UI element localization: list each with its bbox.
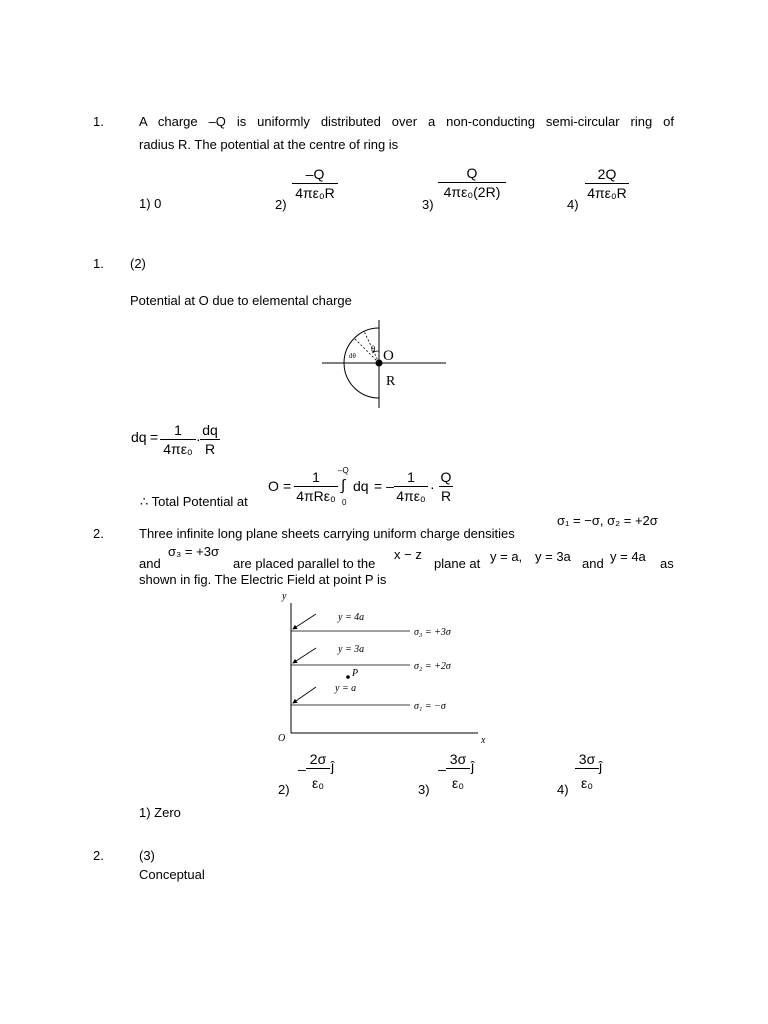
solution-text: Potential at O due to elemental charge (130, 293, 352, 308)
fraction-numerator: 2σ (309, 751, 327, 767)
option-1: 1) Zero (139, 805, 181, 820)
semicircle-ring-figure (320, 318, 450, 413)
fraction-denominator: 4πε₀R (295, 185, 335, 201)
question-text: plane at (434, 556, 481, 571)
fraction-numerator: Q (440, 469, 452, 485)
plane-position: y = 4a (610, 549, 646, 564)
fraction-numerator: 3σ (449, 751, 467, 767)
plane-position: y = a, (490, 549, 523, 564)
question-text: are placed parallel to the (233, 556, 376, 571)
answer-key: (3) (139, 848, 155, 863)
arrow (293, 614, 316, 629)
fraction-numerator: 2Q (597, 166, 617, 182)
multiply-dot: · (196, 431, 201, 447)
question-text-line: Three infinite long plane sheets carrying uniform charge densities (139, 526, 515, 541)
answer-key: (2) (130, 256, 146, 271)
charge-density-3: σ₃ = +3σ (168, 544, 219, 559)
option-4-fraction (585, 165, 629, 202)
minus-sign: – (298, 761, 306, 777)
multiply-dot: · (430, 479, 435, 495)
sheet-density-label: σ₁ = −σ (414, 701, 446, 712)
sheet-position-label: y = 4a (338, 612, 365, 623)
equation-fraction (439, 468, 453, 505)
fraction-denominator: 4πRε₀ (296, 488, 336, 504)
plane-sheets-figure (270, 590, 500, 750)
fraction-denominator: R (440, 488, 452, 504)
option-2-fraction (292, 165, 338, 202)
question-number: 1. (93, 114, 104, 129)
sheet-density-label: σ₃ = +3σ (414, 627, 451, 638)
option-4-label: 4) (557, 782, 569, 797)
center-point (376, 360, 383, 367)
fraction-denominator: ε₀ (311, 775, 325, 791)
answer-number: 1. (93, 256, 104, 271)
fraction-numerator: 1 (407, 469, 415, 485)
option-3-label: 3) (418, 782, 430, 797)
sheet-position-label: y = a (335, 683, 357, 694)
origin-label: O (278, 733, 286, 744)
unit-vector-j: ĵ (331, 758, 335, 774)
dtheta-label: dθ (349, 352, 356, 360)
question-text: and (139, 556, 161, 571)
fraction-numerator: Q (466, 165, 478, 181)
answer-number: 2. (93, 848, 104, 863)
option-2-label: 2) (278, 782, 290, 797)
equals-sign: = (283, 478, 292, 494)
unit-vector-j: ĵ (471, 758, 475, 774)
question-text-line: A charge –Q is uniformly distributed over a non-conducting semi-circular ring of (139, 114, 674, 129)
fraction-numerator: 1 (174, 422, 182, 438)
radius-label: R (386, 374, 396, 389)
equation-fraction (160, 421, 196, 458)
plane-expression: x − z (394, 547, 422, 562)
equation-lhs: O (268, 478, 279, 494)
integral-sign: ∫ (341, 477, 346, 494)
fraction-denominator: 4πε₀ (163, 441, 193, 457)
option-3-fraction (446, 750, 470, 792)
question-text-line: shown in fig. The Electric Field at point P is (139, 572, 387, 587)
fraction-numerator: 1 (312, 469, 320, 485)
option-2-fraction (306, 750, 330, 792)
integral-upper-limit: –Q (338, 466, 349, 475)
center-label: O (383, 348, 394, 364)
unit-vector-j: ĵ (599, 758, 603, 774)
option-2-label: 2) (275, 197, 287, 212)
option-4-fraction (575, 750, 599, 792)
theta-label: θ (371, 344, 376, 354)
fraction-denominator: ε₀ (451, 775, 465, 791)
fraction-denominator: 4πε₀R (587, 185, 627, 201)
therefore-text: ∴ Total Potential at (140, 494, 248, 509)
fraction-numerator: dq (202, 422, 218, 438)
question-text: as (660, 556, 674, 571)
integrand: dq (353, 478, 369, 494)
plane-position: y = 3a (535, 549, 571, 564)
fraction-numerator: 3σ (578, 751, 596, 767)
point-p-label: P (352, 668, 359, 679)
sheet-density-label: σ₂ = +2σ (414, 661, 451, 672)
equals-minus: = – (374, 478, 394, 494)
option-3-fraction (438, 164, 506, 201)
sheet-position-label: y = 3a (338, 644, 365, 655)
question-text: and (582, 556, 604, 571)
equals-sign: = (150, 429, 159, 445)
arrow (293, 687, 316, 703)
arrow (293, 648, 316, 663)
x-axis-label: x (481, 735, 486, 746)
equation-fraction (200, 421, 220, 458)
integral-lower-limit: 0 (342, 498, 347, 507)
equation-lhs: dq (131, 429, 147, 445)
question-text-line: radius R. The potential at the centre of ring is (139, 137, 399, 152)
equation-fraction (294, 468, 338, 505)
fraction-numerator: –Q (305, 166, 325, 182)
fraction-denominator: ε₀ (580, 775, 594, 791)
option-3-label: 3) (422, 197, 434, 212)
equation-fraction (394, 468, 428, 505)
charge-densities: σ₁ = −σ, σ₂ = +2σ (557, 513, 658, 528)
option-4-label: 4) (567, 197, 579, 212)
y-axis-label: y (282, 591, 287, 602)
solution-text: Conceptual (139, 867, 205, 882)
fraction-denominator: R (204, 441, 216, 457)
fraction-denominator: 4πε₀(2R) (443, 184, 501, 200)
minus-sign: – (438, 761, 446, 777)
option-1: 1) 0 (139, 196, 162, 211)
question-number: 2. (93, 526, 104, 541)
fraction-denominator: 4πε₀ (396, 488, 426, 504)
point-p-marker (346, 675, 350, 679)
